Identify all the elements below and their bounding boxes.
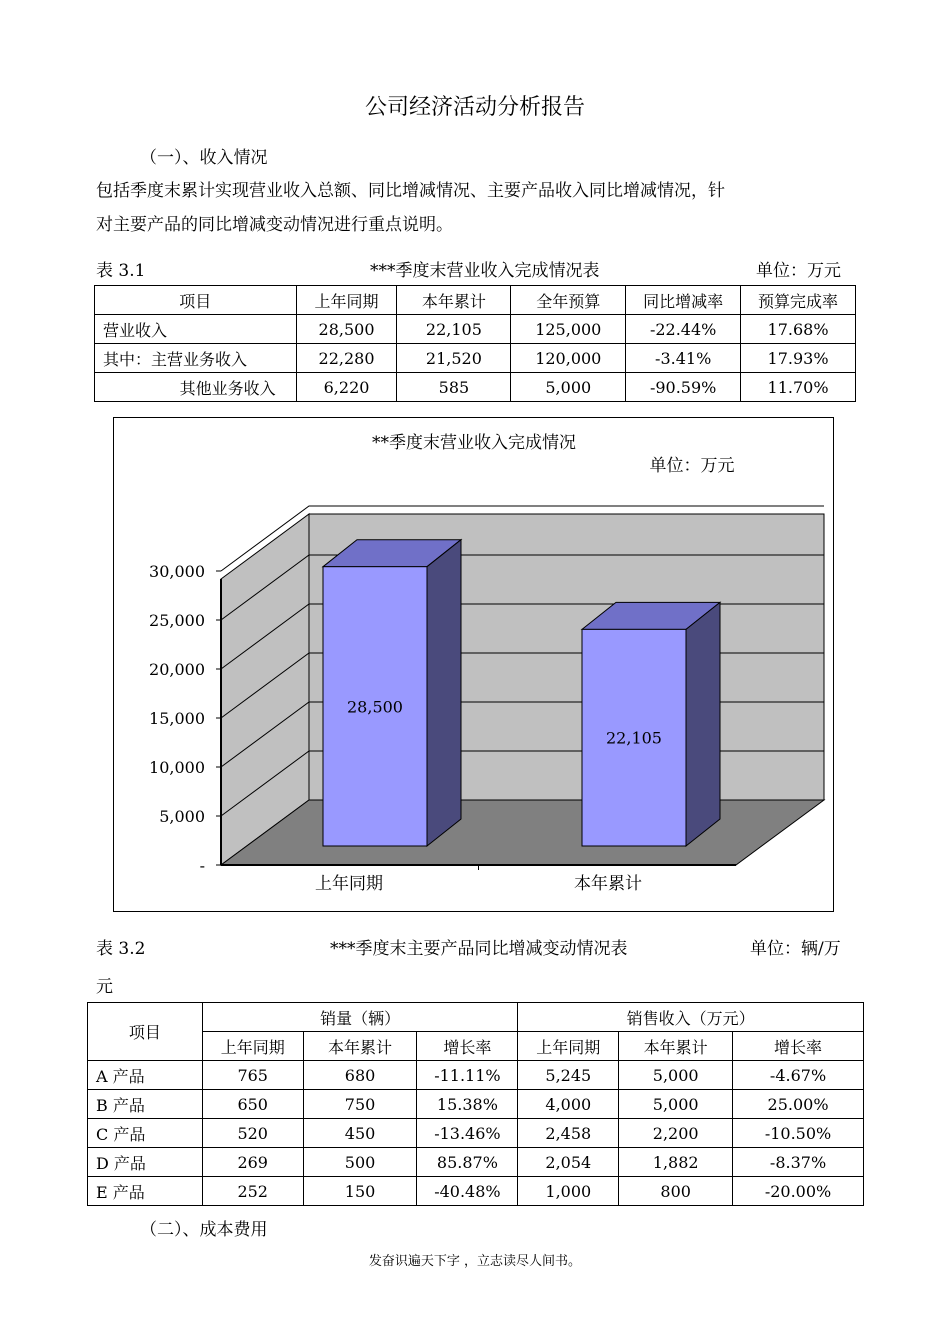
table-cell: -20.00% (733, 1177, 864, 1206)
table1-title: ***季度末营业收入完成情况表 (370, 261, 600, 281)
table-cell: 4,000 (518, 1090, 619, 1119)
table-cell: 750 (303, 1090, 417, 1119)
table-cell: -8.37% (733, 1148, 864, 1177)
table-cell: 25.00% (733, 1090, 864, 1119)
section-heading-cost: （二）、成本费用 (140, 1220, 268, 1240)
table-cell: 450 (303, 1119, 417, 1148)
table-cell: 5,245 (518, 1061, 619, 1090)
y-tick-label: 10,000 (149, 758, 205, 777)
paragraph-line-2: 对主要产品的同比增减变动情况进行重点说明。 (96, 215, 453, 235)
table-header: 上年同期 (202, 1032, 303, 1061)
table-row (95, 373, 856, 402)
table-cell: 6,220 (296, 373, 397, 402)
table-header-row (88, 1032, 864, 1061)
table-cell: 21,520 (397, 344, 511, 373)
table-cell: 5,000 (511, 373, 626, 402)
table-row (88, 1148, 864, 1177)
table-cell: -4.67% (733, 1061, 864, 1090)
table-header: 本年累计 (619, 1032, 733, 1061)
chart-floor (221, 800, 824, 865)
table-row (95, 315, 856, 344)
table-cell: -90.59% (626, 373, 741, 402)
table-cell: 269 (202, 1148, 303, 1177)
table-header: 增长率 (733, 1032, 864, 1061)
table-cell: 2,054 (518, 1148, 619, 1177)
page-footer: 发奋识遍天下字 ，立志读尽人间书。 (368, 1254, 582, 1269)
table-cell: 252 (202, 1177, 303, 1206)
table-cell: 其中：主营业务收入 (95, 344, 297, 373)
table-cell: D 产品 (88, 1148, 203, 1177)
bar-side-face (427, 540, 461, 846)
product-table (87, 1002, 864, 1206)
table-cell: 17.68% (741, 315, 856, 344)
table-cell: -3.41% (626, 344, 741, 373)
table-cell: 2,200 (619, 1119, 733, 1148)
table-cell: E 产品 (88, 1177, 203, 1206)
table-cell: -22.44% (626, 315, 741, 344)
table-cell: 11.70% (741, 373, 856, 402)
table-cell: 520 (202, 1119, 303, 1148)
table-header: 销售收入（万元） (518, 1003, 864, 1032)
table-cell: 765 (202, 1061, 303, 1090)
table-header-row (95, 286, 856, 315)
table-cell: 680 (303, 1061, 417, 1090)
chart-subtitle: 单位：万元 (649, 456, 735, 476)
table-row (88, 1061, 864, 1090)
y-tick-label: 20,000 (149, 660, 205, 679)
table-cell: 5,000 (619, 1061, 733, 1090)
table-cell: A 产品 (88, 1061, 203, 1090)
table-cell: 22,105 (397, 315, 511, 344)
table-cell: C 产品 (88, 1119, 203, 1148)
table-header: 项目 (95, 286, 297, 315)
table-cell: B 产品 (88, 1090, 203, 1119)
table-cell: -13.46% (417, 1119, 518, 1148)
table-header: 销量（辆） (202, 1003, 518, 1032)
table-header: 同比增减率 (626, 286, 741, 315)
table-row (88, 1119, 864, 1148)
table-cell: 营业收入 (95, 315, 297, 344)
table-header: 本年累计 (303, 1032, 417, 1061)
table-header: 项目 (88, 1003, 203, 1061)
table-cell: 5,000 (619, 1090, 733, 1119)
table-cell: 585 (397, 373, 511, 402)
table-row (88, 1177, 864, 1206)
table-cell: 85.87% (417, 1148, 518, 1177)
table-cell: 1,000 (518, 1177, 619, 1206)
table2-unit-continued: 元 (96, 977, 113, 997)
table-cell: 1,882 (619, 1148, 733, 1177)
y-tick-label: 15,000 (149, 709, 205, 728)
table-row (95, 344, 856, 373)
y-tick-label: 25,000 (149, 611, 205, 630)
x-tick-label: 本年累计 (574, 874, 642, 894)
table-cell: 22,280 (296, 344, 397, 373)
table-cell: 15.38% (417, 1090, 518, 1119)
table1-unit: 单位：万元 (756, 261, 841, 281)
y-tick-label: 30,000 (149, 562, 205, 581)
table-cell: 120,000 (511, 344, 626, 373)
table2-unit: 单位：辆/万 (750, 939, 841, 959)
table-header-row (88, 1003, 864, 1032)
table2-title: ***季度末主要产品同比增减变动情况表 (330, 939, 628, 959)
table-cell: 2,458 (518, 1119, 619, 1148)
table-cell: 125,000 (511, 315, 626, 344)
chart-title: **季度末营业收入完成情况 (372, 433, 576, 453)
table-cell: -11.11% (417, 1061, 518, 1090)
table-cell: 150 (303, 1177, 417, 1206)
paragraph-line-1: 包括季度末累计实现营业收入总额、同比增减情况、主要产品收入同比增减情况，针 (96, 181, 725, 201)
table-row (88, 1090, 864, 1119)
table2-label: 表 3.2 (96, 939, 146, 959)
table-header: 上年同期 (518, 1032, 619, 1061)
table-cell: -40.48% (417, 1177, 518, 1206)
table-cell: 500 (303, 1148, 417, 1177)
table-header: 全年预算 (511, 286, 626, 315)
section-heading-income: （一）、收入情况 (140, 148, 268, 168)
bar-value-label: 28,500 (347, 697, 403, 717)
x-tick-label: 上年同期 (315, 874, 383, 894)
table1-label: 表 3.1 (96, 261, 146, 281)
table-cell: 其他业务收入 (95, 373, 297, 402)
income-table (94, 285, 856, 402)
table-header: 预算完成率 (741, 286, 856, 315)
table-header: 增长率 (417, 1032, 518, 1061)
table-cell: 800 (619, 1177, 733, 1206)
bar-side-face (686, 602, 720, 846)
chart-frame (113, 417, 834, 912)
bar-value-label: 22,105 (606, 728, 662, 748)
y-tick-label: 5,000 (159, 807, 205, 826)
table-cell: 17.93% (741, 344, 856, 373)
document-title: 公司经济活动分析报告 (364, 95, 585, 120)
table-header: 本年累计 (397, 286, 511, 315)
revenue-chart (114, 418, 833, 911)
table-cell: 28,500 (296, 315, 397, 344)
y-tick-label: - (199, 856, 205, 875)
table-header: 上年同期 (296, 286, 397, 315)
table-cell: -10.50% (733, 1119, 864, 1148)
table-cell: 650 (202, 1090, 303, 1119)
